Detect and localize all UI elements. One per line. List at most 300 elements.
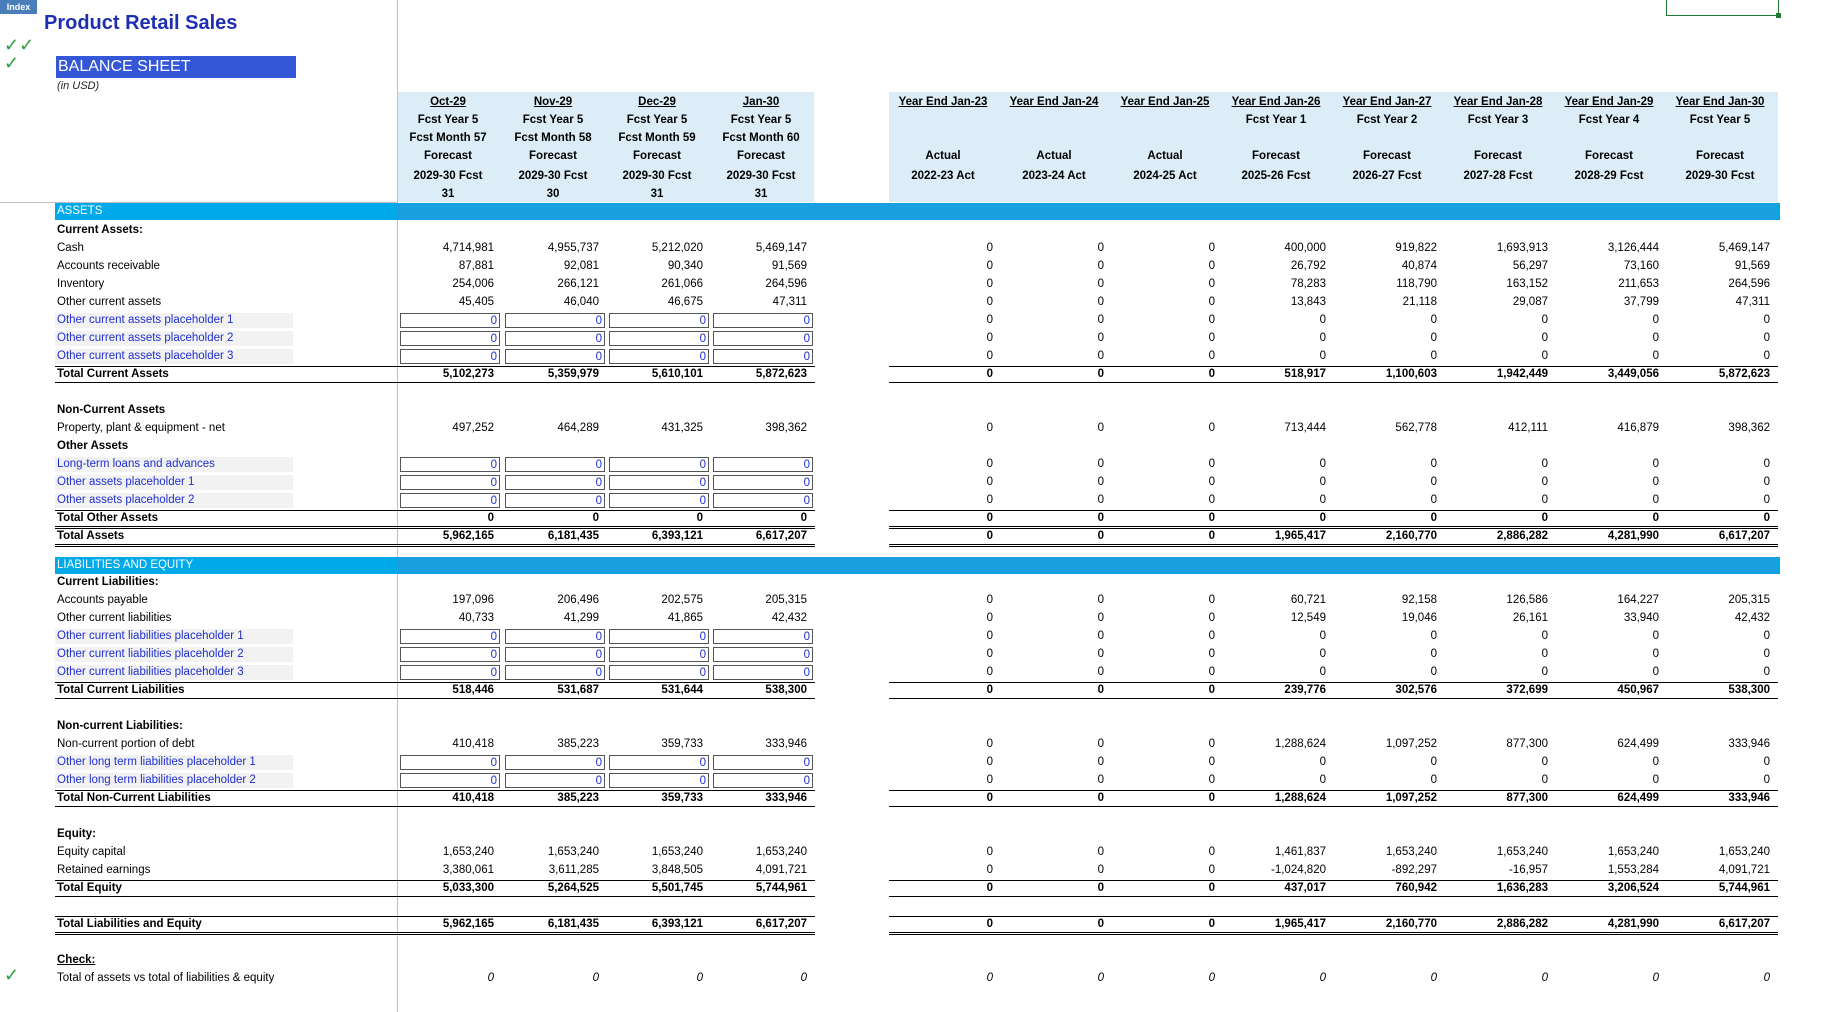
total-underline [889, 896, 1778, 897]
annual-value-cell: 0 [1208, 296, 1215, 308]
annual-value-cell: 0 [1763, 630, 1770, 642]
monthly-value-cell[interactable]: 0 [505, 773, 605, 788]
monthly-value-cell: 333,946 [765, 738, 807, 750]
total-underline [55, 896, 815, 897]
annual-value-cell: 21,118 [1402, 296, 1437, 308]
annual-value-cell: 437,017 [1284, 882, 1326, 894]
annual-value-cell: 0 [986, 774, 993, 786]
annual-value-cell: 92,158 [1401, 594, 1437, 606]
fiscal-year-header: 2029-30 Fcst [622, 170, 692, 182]
annual-value-cell: 1,653,240 [1496, 846, 1548, 858]
annual-value-cell: 4,091,721 [1718, 864, 1770, 876]
annual-value-cell: 4,281,990 [1607, 918, 1659, 930]
total-underline [55, 544, 815, 547]
fcst-year-header: Fcst Year 5 [522, 114, 584, 126]
annual-value-cell: 0 [1763, 332, 1770, 344]
annual-value-cell: 0 [1430, 494, 1437, 506]
days-header: 31 [754, 188, 768, 200]
annual-value-cell: 0 [1208, 512, 1215, 524]
annual-value-cell: 19,046 [1401, 612, 1437, 624]
check-icon: ✓ [4, 965, 20, 985]
fcst-year-header: Fcst Year 5 [1689, 114, 1751, 126]
row-label: Total of assets vs total of liabilities & equity [57, 972, 275, 984]
monthly-value-cell: 4,091,721 [755, 864, 807, 876]
monthly-value-cell[interactable]: 0 [713, 773, 813, 788]
annual-value-cell: 0 [986, 684, 993, 696]
placeholder-row-label[interactable]: Other assets placeholder 1 [55, 475, 293, 490]
annual-value-cell: 0 [1430, 458, 1437, 470]
annual-value-cell: 0 [1208, 368, 1215, 380]
monthly-value-cell[interactable]: 0 [505, 475, 605, 490]
monthly-value-cell[interactable]: 0 [400, 647, 500, 662]
annual-value-cell: 0 [1541, 314, 1548, 326]
monthly-value-cell[interactable]: 0 [609, 773, 709, 788]
annual-value-cell: 0 [986, 476, 993, 488]
total-underline [55, 932, 815, 935]
annual-value-cell: 0 [1763, 972, 1770, 984]
annual-value-cell: 412,111 [1508, 422, 1548, 434]
annual-value-cell: 450,967 [1617, 684, 1659, 696]
fcst-month-header: Fcst Month 59 [618, 132, 696, 144]
month-date-header: Oct-29 [430, 96, 466, 108]
monthly-value-cell[interactable]: 0 [713, 457, 813, 472]
monthly-value-cell: 92,081 [563, 260, 599, 272]
fcst-month-header: Fcst Month 60 [722, 132, 800, 144]
month-date-header: Nov-29 [533, 96, 573, 108]
monthly-value-cell: 5,962,165 [442, 530, 494, 542]
monthly-value-cell: 0 [800, 512, 807, 524]
annual-value-cell: 0 [1763, 648, 1770, 660]
annual-value-cell: -1,024,820 [1271, 864, 1326, 876]
fiscal-year-header: 2029-30 Fcst [413, 170, 483, 182]
monthly-value-cell[interactable]: 0 [400, 665, 500, 680]
monthly-value-cell[interactable]: 0 [400, 493, 500, 508]
monthly-value-cell[interactable]: 0 [505, 647, 605, 662]
annual-value-cell: 0 [1541, 512, 1548, 524]
annual-value-cell: -16,957 [1508, 864, 1548, 876]
annual-value-cell: 0 [1652, 494, 1659, 506]
annual-value-cell: 0 [1541, 332, 1548, 344]
annual-value-cell: 0 [1097, 494, 1104, 506]
monthly-value-cell: 464,289 [557, 422, 599, 434]
total-underline [889, 382, 1778, 383]
annual-value-cell: 1,965,417 [1274, 918, 1326, 930]
monthly-value-cell: 4,714,981 [442, 242, 494, 254]
annual-value-cell: 0 [1319, 350, 1326, 362]
placeholder-row-label[interactable]: Other current liabilities placeholder 3 [55, 665, 293, 680]
annual-value-cell: 0 [1541, 648, 1548, 660]
monthly-value-cell: 3,611,285 [548, 864, 599, 876]
monthly-value-cell[interactable]: 0 [609, 349, 709, 364]
monthly-value-cell[interactable]: 0 [505, 349, 605, 364]
annual-value-cell: 1,653,240 [1607, 846, 1659, 858]
annual-value-cell: 1,288,624 [1274, 738, 1326, 750]
fcst-year-header: Fcst Year 4 [1578, 114, 1640, 126]
annual-value-cell: 0 [1319, 774, 1326, 786]
monthly-value-cell[interactable]: 0 [505, 665, 605, 680]
monthly-value-cell: 359,733 [661, 792, 703, 804]
annual-value-cell: 0 [1208, 260, 1215, 272]
annual-value-cell: 0 [986, 494, 993, 506]
monthly-value-cell: 0 [800, 972, 807, 984]
total-rule [55, 682, 815, 683]
monthly-value-cell: 410,418 [452, 792, 494, 804]
fiscal-year-header: 2029-30 Fcst [726, 170, 796, 182]
annual-value-cell: 126,586 [1506, 594, 1548, 606]
monthly-value-cell: 410,418 [452, 738, 494, 750]
monthly-value-cell: 359,733 [661, 738, 703, 750]
monthly-value-cell: 398,362 [765, 422, 807, 434]
annual-value-cell: 1,097,252 [1385, 792, 1437, 804]
annual-value-cell: 0 [1097, 738, 1104, 750]
sheet-title-banner: BALANCE SHEET [56, 56, 296, 78]
annual-value-cell: 0 [1319, 972, 1326, 984]
annual-value-cell: 0 [1319, 332, 1326, 344]
monthly-value-cell[interactable]: 0 [505, 629, 605, 644]
annual-value-cell: 0 [1763, 458, 1770, 470]
annual-value-cell: 0 [1652, 972, 1659, 984]
annual-value-cell: 26,792 [1290, 260, 1326, 272]
year-end-header: Year End Jan-26 [1231, 96, 1321, 108]
scenario-header: Forecast [1696, 150, 1744, 162]
fcst-year-header: Fcst Year 5 [417, 114, 479, 126]
annual-value-cell: 0 [1541, 666, 1548, 678]
monthly-value-cell: 40,733 [458, 612, 494, 624]
total-underline [55, 806, 815, 807]
annual-value-cell: 0 [1430, 630, 1437, 642]
annual-value-cell: 33,940 [1623, 612, 1659, 624]
year-end-header: Year End Jan-30 [1675, 96, 1765, 108]
monthly-value-cell: 531,644 [661, 684, 703, 696]
annual-value-cell: 29,087 [1512, 296, 1548, 308]
placeholder-row-label[interactable]: Long-term loans and advances [55, 457, 293, 472]
monthly-value-cell[interactable]: 0 [400, 457, 500, 472]
annual-value-cell: 0 [1652, 756, 1659, 768]
annual-value-cell: 0 [986, 648, 993, 660]
total-underline [889, 544, 1778, 547]
total-underline [55, 382, 815, 383]
row-label: Inventory [57, 278, 105, 290]
row-label: Non-current Liabilities: [57, 720, 183, 732]
annual-value-cell: 0 [1430, 314, 1437, 326]
annual-value-cell: 0 [1208, 350, 1215, 362]
annual-value-cell: 13,843 [1290, 296, 1326, 308]
annual-value-cell: 0 [986, 350, 993, 362]
annual-value-cell: 0 [1097, 260, 1104, 272]
monthly-value-cell[interactable]: 0 [609, 493, 709, 508]
selected-cell[interactable] [1666, 0, 1779, 16]
placeholder-row-label[interactable]: Other current liabilities placeholder 2 [55, 647, 293, 662]
row-label: Check: [57, 954, 96, 966]
scenario-header: Actual [1036, 150, 1072, 162]
annual-value-cell: 0 [1097, 594, 1104, 606]
monthly-value-cell: 41,299 [563, 612, 599, 624]
placeholder-row-label[interactable]: Other long term liabilities placeholder 1 [55, 755, 293, 770]
monthly-value-cell[interactable]: 0 [400, 773, 500, 788]
annual-value-cell: 562,778 [1395, 422, 1437, 434]
monthly-value-cell[interactable]: 0 [609, 313, 709, 328]
annual-value-cell: 0 [1430, 774, 1437, 786]
monthly-value-cell[interactable]: 0 [505, 313, 605, 328]
monthly-value-cell: 5,744,961 [755, 882, 807, 894]
fcst-year-header: Fcst Year 1 [1245, 114, 1307, 126]
total-rule [889, 510, 1778, 511]
row-label: Total Equity [57, 882, 122, 894]
annual-value-cell: 0 [1763, 756, 1770, 768]
annual-value-cell: 0 [1430, 756, 1437, 768]
annual-value-cell: 0 [1097, 332, 1104, 344]
annual-value-cell: 0 [1208, 314, 1215, 326]
annual-value-cell: 1,965,417 [1274, 530, 1326, 542]
placeholder-row-label[interactable]: Other current assets placeholder 3 [55, 349, 293, 364]
annual-value-cell: 0 [1763, 494, 1770, 506]
annual-value-cell: 0 [1208, 864, 1215, 876]
annual-value-cell: 0 [1541, 494, 1548, 506]
annual-value-cell: 91,569 [1734, 260, 1770, 272]
monthly-value-cell[interactable]: 0 [400, 313, 500, 328]
annual-value-cell: 0 [1652, 648, 1659, 660]
annual-value-cell: 0 [1652, 350, 1659, 362]
row-label: Retained earnings [57, 864, 151, 876]
annual-value-cell: 1,461,837 [1274, 846, 1326, 858]
monthly-value-cell: 197,096 [452, 594, 494, 606]
monthly-value-cell[interactable]: 0 [713, 331, 813, 346]
index-button[interactable]: Index [0, 0, 37, 14]
year-end-header: Year End Jan-28 [1453, 96, 1543, 108]
annual-value-cell: 0 [1097, 918, 1104, 930]
row-label: Total Other Assets [57, 512, 158, 524]
total-rule [889, 880, 1778, 881]
annual-value-cell: 0 [1652, 476, 1659, 488]
row-label: Other current liabilities [57, 612, 172, 624]
annual-value-cell: 4,281,990 [1607, 530, 1659, 542]
annual-value-cell: 713,444 [1284, 422, 1326, 434]
annual-value-cell: 2,886,282 [1496, 530, 1548, 542]
annual-value-cell: 0 [1541, 756, 1548, 768]
annual-value-cell: 0 [1430, 476, 1437, 488]
total-rule [889, 790, 1778, 791]
monthly-value-cell: 5,469,147 [755, 242, 807, 254]
monthly-value-cell[interactable]: 0 [505, 457, 605, 472]
year-end-header: Year End Jan-25 [1120, 96, 1210, 108]
row-label: Equity: [57, 828, 96, 840]
scenario-header: Actual [925, 150, 961, 162]
annual-value-cell: 0 [986, 530, 993, 542]
annual-value-cell: 0 [1652, 666, 1659, 678]
monthly-value-cell: 385,223 [557, 738, 599, 750]
fiscal-year-header: 2029-30 Fcst [1685, 170, 1755, 182]
monthly-value-cell: 6,181,435 [547, 918, 599, 930]
annual-value-cell: 0 [1541, 630, 1548, 642]
annual-value-cell: 0 [1097, 756, 1104, 768]
days-header: 31 [650, 188, 664, 200]
monthly-value-cell[interactable]: 0 [400, 629, 500, 644]
scenario-header: Forecast [633, 150, 681, 162]
annual-value-cell: 0 [1097, 792, 1104, 804]
placeholder-row-label[interactable]: Other current assets placeholder 2 [55, 331, 293, 346]
monthly-value-cell[interactable]: 0 [609, 331, 709, 346]
annual-value-cell: 0 [1097, 368, 1104, 380]
monthly-value-cell: 5,962,165 [442, 918, 494, 930]
annual-value-cell: 0 [986, 458, 993, 470]
annual-value-cell: 518,917 [1284, 368, 1326, 380]
annual-value-cell: 0 [1319, 630, 1326, 642]
annual-value-cell: 0 [1541, 458, 1548, 470]
annual-value-cell: 0 [1763, 476, 1770, 488]
monthly-value-cell: 3,848,505 [651, 864, 703, 876]
monthly-value-cell: 0 [487, 972, 494, 984]
monthly-value-cell: 6,181,435 [547, 530, 599, 542]
annual-value-cell: 0 [1097, 648, 1104, 660]
monthly-value-cell: 333,946 [765, 792, 807, 804]
monthly-value-cell[interactable]: 0 [505, 331, 605, 346]
annual-value-cell: 5,744,961 [1718, 882, 1770, 894]
monthly-value-cell: 431,325 [661, 422, 703, 434]
monthly-value-cell[interactable]: 0 [713, 629, 813, 644]
monthly-value-cell: 41,865 [667, 612, 703, 624]
annual-value-cell: 0 [986, 512, 993, 524]
row-label: Total Liabilities and Equity [57, 918, 202, 930]
monthly-value-cell[interactable]: 0 [713, 475, 813, 490]
year-end-header: Year End Jan-24 [1009, 96, 1099, 108]
monthly-value-cell[interactable]: 0 [713, 349, 813, 364]
annual-value-cell: 624,499 [1617, 738, 1659, 750]
row-label: Other current assets [57, 296, 162, 308]
monthly-value-cell[interactable]: 0 [400, 755, 500, 770]
monthly-value-cell: 531,687 [557, 684, 599, 696]
annual-value-cell: 0 [986, 422, 993, 434]
monthly-value-cell[interactable]: 0 [609, 647, 709, 662]
monthly-value-cell[interactable]: 0 [713, 755, 813, 770]
annual-value-cell: 0 [1208, 648, 1215, 660]
annual-value-cell: 2,160,770 [1385, 530, 1437, 542]
annual-value-cell: 0 [986, 612, 993, 624]
monthly-value-cell: 5,264,525 [547, 882, 599, 894]
annual-value-cell: 6,617,207 [1718, 530, 1770, 542]
monthly-value-cell: 4,955,737 [547, 242, 599, 254]
annual-value-cell: 0 [986, 864, 993, 876]
annual-value-cell: 0 [1097, 774, 1104, 786]
placeholder-row-label[interactable]: Other current assets placeholder 1 [55, 313, 293, 328]
monthly-value-cell[interactable]: 0 [609, 475, 709, 490]
workbook-title: Product Retail Sales [44, 12, 238, 34]
annual-value-cell: 211,653 [1618, 278, 1659, 290]
monthly-value-cell[interactable]: 0 [609, 665, 709, 680]
monthly-value-cell[interactable]: 0 [400, 475, 500, 490]
annual-value-cell: 0 [1208, 242, 1215, 254]
annual-value-cell: 1,942,449 [1496, 368, 1548, 380]
monthly-value-cell: 0 [696, 512, 703, 524]
monthly-value-cell: 5,102,273 [442, 368, 494, 380]
annual-value-cell: 0 [1097, 666, 1104, 678]
monthly-value-cell: 0 [487, 512, 494, 524]
annual-value-cell: 3,206,524 [1607, 882, 1659, 894]
annual-value-cell: 0 [986, 882, 993, 894]
annual-value-cell: 0 [1430, 332, 1437, 344]
annual-value-cell: 0 [1097, 350, 1104, 362]
monthly-value-cell[interactable]: 0 [713, 313, 813, 328]
total-rule [55, 510, 815, 511]
monthly-value-cell[interactable]: 0 [713, 647, 813, 662]
monthly-value-cell: 6,393,121 [651, 530, 703, 542]
annual-value-cell: 0 [1541, 774, 1548, 786]
row-label: Cash [57, 242, 84, 254]
currency-note: (in USD) [57, 80, 100, 92]
annual-value-cell: 0 [1208, 756, 1215, 768]
monthly-value-cell[interactable]: 0 [609, 457, 709, 472]
annual-value-cell: 0 [1208, 278, 1215, 290]
annual-value-cell: 760,942 [1395, 882, 1437, 894]
annual-value-cell: 0 [1097, 530, 1104, 542]
row-label: Property, plant & equipment - net [57, 422, 225, 434]
annual-value-cell: 0 [1652, 332, 1659, 344]
placeholder-row-label[interactable]: Other long term liabilities placeholder 2 [55, 773, 293, 788]
total-underline [889, 806, 1778, 807]
monthly-value-cell[interactable]: 0 [505, 493, 605, 508]
annual-value-cell: 1,693,913 [1496, 242, 1548, 254]
annual-value-cell: 0 [1430, 972, 1437, 984]
scenario-header: Forecast [1474, 150, 1522, 162]
row-label: Non-Current Assets [57, 404, 166, 416]
monthly-value-cell[interactable]: 0 [713, 493, 813, 508]
placeholder-row-label[interactable]: Other current liabilities placeholder 1 [55, 629, 293, 644]
monthly-value-cell[interactable]: 0 [505, 755, 605, 770]
row-label: Total Current Liabilities [57, 684, 185, 696]
monthly-value-cell[interactable]: 0 [713, 665, 813, 680]
annual-value-cell: 0 [1319, 756, 1326, 768]
annual-value-cell: 0 [1208, 882, 1215, 894]
annual-value-cell: 0 [1097, 512, 1104, 524]
fcst-month-header: Fcst Month 57 [409, 132, 487, 144]
assets-section-header: ASSETS [55, 203, 1780, 220]
monthly-value-cell[interactable]: 0 [609, 629, 709, 644]
row-label: Accounts payable [57, 594, 148, 606]
annual-value-cell: 919,822 [1395, 242, 1437, 254]
annual-value-cell: 0 [1763, 774, 1770, 786]
annual-value-cell: 164,227 [1617, 594, 1659, 606]
monthly-value-cell: 91,569 [771, 260, 807, 272]
monthly-value-cell[interactable]: 0 [400, 331, 500, 346]
annual-value-cell: 0 [1097, 476, 1104, 488]
annual-value-cell: 0 [1097, 458, 1104, 470]
monthly-value-cell[interactable]: 0 [400, 349, 500, 364]
monthly-value-cell[interactable]: 0 [609, 755, 709, 770]
scenario-header: Forecast [1252, 150, 1300, 162]
total-rule [55, 916, 815, 917]
annual-value-cell: 239,776 [1284, 684, 1326, 696]
total-rule [889, 682, 1778, 683]
liabilities-section-header: LIABILITIES AND EQUITY [55, 557, 1780, 574]
annual-value-cell: 5,469,147 [1718, 242, 1770, 254]
annual-value-cell: 0 [1097, 296, 1104, 308]
monthly-value-cell: 46,040 [563, 296, 599, 308]
annual-value-cell: 0 [1763, 666, 1770, 678]
total-rule [889, 366, 1778, 367]
annual-value-cell: 0 [1097, 882, 1104, 894]
annual-value-cell: 0 [1541, 350, 1548, 362]
annual-value-cell: 0 [986, 314, 993, 326]
fiscal-year-header: 2023-24 Act [1022, 170, 1086, 182]
annual-value-cell: 0 [986, 368, 993, 380]
monthly-value-cell: 5,033,300 [442, 882, 494, 894]
annual-value-cell: 0 [986, 242, 993, 254]
scenario-header: Forecast [1585, 150, 1633, 162]
fcst-year-header: Fcst Year 2 [1356, 114, 1418, 126]
placeholder-row-label[interactable]: Other assets placeholder 2 [55, 493, 293, 508]
monthly-value-cell: 1,653,240 [547, 846, 599, 858]
total-underline [889, 526, 1778, 527]
monthly-value-cell: 46,675 [667, 296, 703, 308]
